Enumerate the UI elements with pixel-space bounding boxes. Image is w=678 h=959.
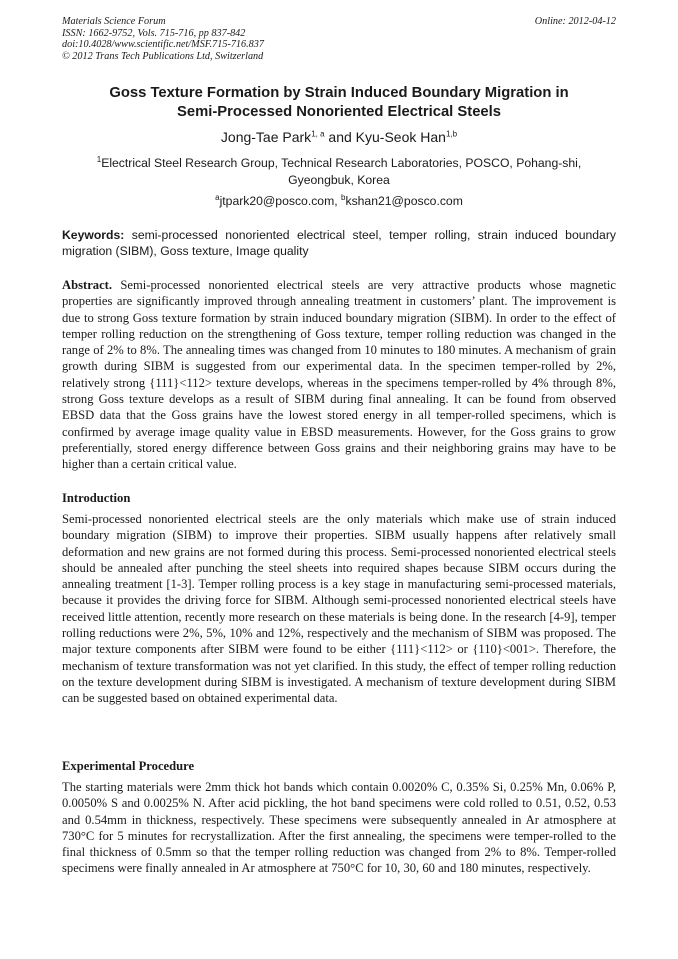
experimental-text: The starting materials were 2mm thick hot bands which contain 0.0020% C, 0.35% Si, 0.25% Mn, 0.06% P, 0.0050% S and 0.0025% N. After acid pickling, the hot band specimens were cold rolled to 0.51, 0.52, 0.53 and 0.54mm in thickness, respectively. These specimens were subsequently annealed in Ar atmosphere at 730°C for 5 minutes for recrystallization. After the first annealing, the specimens were temper-rolled to the final thickness of 0.5mm so that the temper rolling reduction was changed from 2% to 8%. Temper-rolled specimens were finally annealed in Ar atmosphere at 750°C for 10, 30, 60 and 180 minutes, respectively. — [62, 780, 616, 876]
copyright-line: © 2012 Trans Tech Publications Ltd, Switzerland — [62, 50, 264, 62]
introduction-heading: Introduction — [62, 491, 131, 505]
title-line-1: Goss Texture Formation by Strain Induced Boundary Migration in — [109, 85, 569, 101]
keywords-text: semi-processed nonoriented electrical steel, temper rolling, strain induced boundary migration (SIBM), Goss texture, Image quality — [62, 228, 616, 258]
email-b: kshan21@posco.com — [345, 194, 463, 208]
affiliation-sup: 1 — [96, 154, 102, 164]
abstract — [62, 277, 616, 473]
email-b-sup: b — [341, 192, 346, 202]
author-1: Jong-Tae Park — [220, 129, 312, 145]
keywords-label: Keywords: — [62, 228, 125, 242]
author-joiner: and — [324, 129, 356, 145]
affiliation — [62, 155, 616, 189]
doi-line: doi:10.4028/www.scientific.net/MSF.715-716.837 — [62, 39, 264, 51]
email-a: jtpark20@posco.com, — [219, 194, 342, 208]
author-2-affil: 1,b — [445, 129, 458, 139]
email-a-sup: a — [215, 192, 220, 202]
paper-title — [62, 84, 616, 122]
author-1-affil: 1, a — [311, 129, 325, 139]
author-2: Kyu-Seok Han — [355, 129, 446, 145]
abstract-text: Semi-processed nonoriented electrical steels are very attractive products whose magnetic properties are significantly improved through annealing treatment in customers’ plant. The improvement is due to strong Goss texture formation by strain induced boundary migration (SIBM). In order to the effect of temper rolling reduction on the strengthening of Goss texture, temper rolling reduction was changed in the range of 2% to 8%. The annealing times was changed from 10 minutes to 180 minutes. A mechanism of grain growth during SIBM is suggested from our experimental data. In the specimen temper-rolled by 2%, relatively strong {111}<112> texture develops, whereas in the specimens temper-rolled by 4% through 8%, strong Goss texture develops as a result of SIBM during final annealing. It can be found from observed EBSD data that the Goss grains have the lowest stored energy in all temper-rolled specimens, which is confirmed by average image quality value in EBSD measurements. However, for the Goss grains to grow preferentially, stored energy difference between Goss grains and their neighboring grains may have to be higher than a certain critical value. — [62, 278, 616, 472]
experimental-heading: Experimental Procedure — [62, 759, 195, 773]
affiliation-line-2: Gyeongbuk, Korea — [288, 173, 390, 187]
title-line-2: Semi-Processed Nonoriented Electrical Steels — [176, 104, 501, 120]
introduction-text: Semi-processed nonoriented electrical steels are the only materials which make use of strain induced boundary migration (SIBM) to improve their properties. SIBM usually happens after relatively small deformation and new grains are not formed during this process. Semi-processed nonoriented electrical steels should be annealed after punching the steel sheets into required shapes because SIBM occurs during the annealing treatment [1-3]. Temper rolling process is a key stage in manufacturing semi-processed materials, because it provides the driving force for SIBM. Although semi-processed nonoriented electrical steels have received little attention, recently more research on these materials is being done. In the research [4-9], temper rolling reductions were 2%, 5%, 10% and 12%, respectively and the mechanism of SIBM was proposed. The major texture components after SIBM were found to be either {111}<112> or {110}<001>. Therefore, the mechanism of texture transformation was not yet clarified. In this study, the effect of temper rolling reduction on the texture development during SIBM is investigated. A mechanism of texture development during SIBM can be suggested based on obtained experimental data. — [62, 512, 616, 706]
issn-line: ISSN: 1662-9752, Vols. 715-716, pp 837-842 — [62, 27, 246, 39]
author-emails — [62, 193, 616, 210]
abstract-label: Abstract. — [62, 278, 113, 292]
author-list — [62, 128, 616, 146]
keywords — [62, 228, 616, 259]
page-header — [62, 16, 616, 62]
affiliation-line-1: Electrical Steel Research Group, Technical Research Laboratories, POSCO, Pohang-shi, — [101, 156, 582, 170]
online-date: Online: 2012-04-12 — [534, 16, 616, 27]
journal-name: Materials Science Forum — [62, 16, 166, 27]
